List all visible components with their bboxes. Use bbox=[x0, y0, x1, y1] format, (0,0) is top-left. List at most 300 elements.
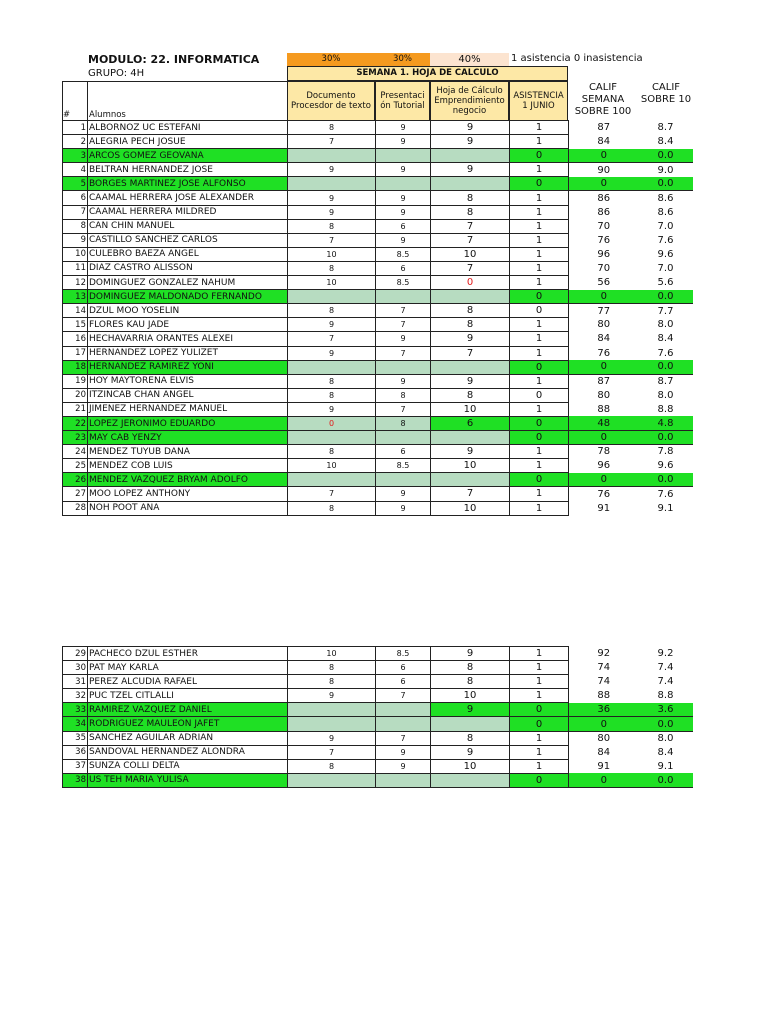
student-name: MENDEZ COB LUIS bbox=[88, 459, 288, 473]
pres-grade bbox=[376, 290, 431, 304]
hoja-grade: 10 bbox=[431, 689, 510, 703]
calif-100: 76 bbox=[597, 234, 611, 246]
student-name: US TEH MARIA YULISA bbox=[88, 773, 288, 787]
attendance-value: 1 bbox=[510, 459, 569, 473]
table-row bbox=[63, 416, 693, 430]
pres-grade: 8 bbox=[376, 416, 431, 430]
pres-grade: 8.5 bbox=[376, 647, 431, 661]
calif-100: 77 bbox=[597, 305, 611, 317]
pres-grade: 8.5 bbox=[376, 247, 431, 261]
calif-10: 8.6 bbox=[657, 206, 674, 218]
calif-100: 74 bbox=[597, 676, 611, 688]
calif-10: 0.0 bbox=[639, 431, 693, 445]
attendance-value: 1 bbox=[510, 233, 569, 247]
pres-grade: 9 bbox=[376, 205, 431, 219]
student-name: SUNZA COLLI DELTA bbox=[88, 759, 288, 773]
calif-100: 0 bbox=[569, 290, 639, 304]
calif-100: 86 bbox=[597, 206, 611, 218]
pres-grade: 9 bbox=[376, 135, 431, 149]
table-row bbox=[63, 731, 693, 745]
semana-header: SEMANA 1. HOJA DE CALCULO bbox=[287, 66, 568, 81]
attendance-value: 1 bbox=[510, 121, 569, 135]
student-name: HECHAVARRIA ORANTES ALEXEI bbox=[88, 332, 288, 346]
doc-grade: 7 bbox=[288, 233, 376, 247]
attendance-value: 0 bbox=[510, 360, 569, 374]
col-asis-label: ASISTENCIA 1 JUNIO bbox=[513, 91, 564, 111]
row-number: 22 bbox=[63, 416, 88, 430]
student-name: HERNANDEZ LOPEZ YULIZET bbox=[88, 346, 288, 360]
col-hoja-label: Hoja de Cálculo Emprendimiento negocio bbox=[434, 86, 505, 116]
student-name: CASTILLO SANCHEZ CARLOS bbox=[88, 233, 288, 247]
student-name: BORGES MARTINEZ JOSE ALFONSO bbox=[88, 177, 288, 191]
hoja-grade: 0 bbox=[431, 276, 510, 290]
student-name: BELTRAN HERNANDEZ JOSE bbox=[88, 163, 288, 177]
col-alumnos-header bbox=[87, 81, 287, 121]
calif-100: 48 bbox=[569, 416, 639, 430]
row-number: 24 bbox=[63, 445, 88, 459]
doc-grade bbox=[288, 177, 376, 191]
doc-grade: 7 bbox=[288, 745, 376, 759]
calif-100: 76 bbox=[597, 347, 611, 359]
calif-100: 0 bbox=[569, 360, 639, 374]
calif-10: 8.0 bbox=[657, 389, 674, 401]
row-number: 13 bbox=[63, 290, 88, 304]
col-sobre-header: CALIF SOBRE 10 bbox=[640, 82, 692, 105]
calif-100: 92 bbox=[597, 648, 611, 660]
attendance-value: 1 bbox=[510, 247, 569, 261]
hoja-grade: 8 bbox=[431, 205, 510, 219]
student-name: RAMIREZ VAZQUEZ DANIEL bbox=[88, 703, 288, 717]
calif-10: 7.0 bbox=[657, 220, 674, 232]
calif-100: 78 bbox=[597, 446, 611, 458]
attendance-value: 1 bbox=[510, 445, 569, 459]
pres-grade: 7 bbox=[376, 402, 431, 416]
attendance-value: 1 bbox=[510, 647, 569, 661]
pres-grade bbox=[376, 717, 431, 731]
col-asis-header bbox=[509, 81, 568, 121]
table-row bbox=[63, 689, 693, 703]
col-pres-header bbox=[375, 81, 430, 121]
pres-grade: 6 bbox=[376, 445, 431, 459]
hoja-grade: 10 bbox=[431, 501, 510, 515]
calif-10: 8.4 bbox=[657, 136, 674, 148]
pres-grade: 7 bbox=[376, 318, 431, 332]
calif-100: 70 bbox=[597, 262, 611, 274]
calif-10: 0.0 bbox=[639, 149, 693, 163]
student-name: MOO LOPEZ ANTHONY bbox=[88, 487, 288, 501]
hoja-grade: 9 bbox=[431, 703, 510, 717]
calif-100: 56 bbox=[597, 277, 611, 289]
pres-grade bbox=[376, 773, 431, 787]
row-number: 10 bbox=[63, 247, 88, 261]
attendance-value: 0 bbox=[510, 388, 569, 402]
hoja-grade: 8 bbox=[431, 388, 510, 402]
attendance-value: 1 bbox=[510, 163, 569, 177]
table-row bbox=[63, 360, 693, 374]
doc-grade: 9 bbox=[288, 731, 376, 745]
module-title: MODULO: 22. INFORMATICA bbox=[88, 53, 260, 66]
calif-10: 9.6 bbox=[657, 460, 674, 472]
table-row bbox=[63, 459, 693, 473]
hoja-grade bbox=[431, 473, 510, 487]
hoja-grade bbox=[431, 149, 510, 163]
hoja-grade: 8 bbox=[431, 318, 510, 332]
row-number: 23 bbox=[63, 431, 88, 445]
attendance-value: 1 bbox=[510, 276, 569, 290]
calif-100: 88 bbox=[597, 690, 611, 702]
doc-grade: 10 bbox=[288, 276, 376, 290]
weight-doc: 30% bbox=[287, 53, 375, 66]
row-number: 5 bbox=[63, 177, 88, 191]
row-number: 35 bbox=[63, 731, 88, 745]
attendance-value: 1 bbox=[510, 332, 569, 346]
doc-grade: 9 bbox=[288, 402, 376, 416]
hoja-grade: 6 bbox=[431, 416, 510, 430]
student-name: SANDOVAL HERNANDEZ ALONDRA bbox=[88, 745, 288, 759]
pres-grade: 6 bbox=[376, 219, 431, 233]
table-row bbox=[63, 703, 693, 717]
calif-10: 8.0 bbox=[657, 732, 674, 744]
row-number: 18 bbox=[63, 360, 88, 374]
table-row bbox=[63, 261, 693, 275]
row-number: 16 bbox=[63, 332, 88, 346]
table-row bbox=[63, 247, 693, 261]
doc-grade: 7 bbox=[288, 135, 376, 149]
calif-10: 3.6 bbox=[639, 703, 693, 717]
doc-grade: 10 bbox=[288, 247, 376, 261]
doc-grade: 8 bbox=[288, 661, 376, 675]
calif-100: 91 bbox=[597, 502, 611, 514]
attendance-value: 1 bbox=[510, 261, 569, 275]
hoja-grade: 10 bbox=[431, 402, 510, 416]
table-row bbox=[63, 177, 693, 191]
calif-100: 0 bbox=[569, 149, 639, 163]
attendance-value: 0 bbox=[510, 431, 569, 445]
row-number: 8 bbox=[63, 219, 88, 233]
student-name: MENDEZ VAZQUEZ BRYAM ADOLFO bbox=[88, 473, 288, 487]
col-num-header bbox=[62, 81, 87, 121]
student-name: FLORES KAU JADE bbox=[88, 318, 288, 332]
hoja-grade: 9 bbox=[431, 374, 510, 388]
student-name: RODRIGUEZ MAULEON JAFET bbox=[88, 717, 288, 731]
attendance-value: 1 bbox=[510, 675, 569, 689]
pres-grade: 7 bbox=[376, 346, 431, 360]
hoja-grade bbox=[431, 773, 510, 787]
hoja-grade bbox=[431, 290, 510, 304]
calif-10: 0.0 bbox=[639, 773, 693, 787]
calif-100: 86 bbox=[597, 192, 611, 204]
table-row bbox=[63, 318, 693, 332]
student-name: DOMINGUEZ MALDONADO FERNANDO bbox=[88, 290, 288, 304]
pres-grade: 9 bbox=[376, 163, 431, 177]
calif-10: 0.0 bbox=[639, 290, 693, 304]
attendance-value: 1 bbox=[510, 402, 569, 416]
calif-100: 87 bbox=[597, 122, 611, 134]
col-doc-label: Documento Procesdor de texto bbox=[291, 91, 371, 111]
row-number: 32 bbox=[63, 689, 88, 703]
hoja-grade: 8 bbox=[431, 661, 510, 675]
student-name: LOPEZ JERONIMO EDUARDO bbox=[88, 416, 288, 430]
calif-10: 8.8 bbox=[657, 403, 674, 415]
pres-grade: 7 bbox=[376, 304, 431, 318]
calif-10: 8.7 bbox=[657, 122, 674, 134]
calif-10: 9.2 bbox=[657, 648, 674, 660]
calif-10: 8.6 bbox=[657, 192, 674, 204]
doc-grade bbox=[288, 431, 376, 445]
doc-grade: 9 bbox=[288, 191, 376, 205]
hoja-grade bbox=[431, 717, 510, 731]
pres-grade: 9 bbox=[376, 501, 431, 515]
pres-grade: 9 bbox=[376, 191, 431, 205]
attendance-value: 1 bbox=[510, 191, 569, 205]
doc-grade: 8 bbox=[288, 261, 376, 275]
doc-grade: 8 bbox=[288, 219, 376, 233]
table-row bbox=[63, 121, 693, 135]
table-row bbox=[63, 402, 693, 416]
doc-grade: 7 bbox=[288, 487, 376, 501]
col-num-label: # bbox=[63, 110, 71, 120]
doc-grade: 8 bbox=[288, 675, 376, 689]
col-alumnos-label: Alumnos bbox=[89, 110, 126, 120]
calif-100: 76 bbox=[597, 488, 611, 500]
calif-100: 0 bbox=[569, 773, 639, 787]
table-row bbox=[63, 135, 693, 149]
doc-grade: 0 bbox=[288, 416, 376, 430]
hoja-grade: 7 bbox=[431, 487, 510, 501]
calif-100: 84 bbox=[597, 333, 611, 345]
attendance-value: 1 bbox=[510, 205, 569, 219]
calif-10: 7.4 bbox=[657, 662, 674, 674]
doc-grade: 8 bbox=[288, 501, 376, 515]
row-number: 38 bbox=[63, 773, 88, 787]
student-name: DOMINGUEZ GONZALEZ NAHUM bbox=[88, 276, 288, 290]
weight-hoja: 40% bbox=[430, 53, 509, 66]
doc-grade: 8 bbox=[288, 304, 376, 318]
table-row bbox=[63, 487, 693, 501]
calif-10: 0.0 bbox=[639, 177, 693, 191]
calif-10: 8.8 bbox=[657, 690, 674, 702]
row-number: 29 bbox=[63, 647, 88, 661]
col-doc-header bbox=[287, 81, 375, 121]
row-number: 15 bbox=[63, 318, 88, 332]
attendance-value: 1 bbox=[510, 346, 569, 360]
attendance-value: 1 bbox=[510, 759, 569, 773]
row-number: 21 bbox=[63, 402, 88, 416]
doc-grade: 10 bbox=[288, 647, 376, 661]
attendance-value: 1 bbox=[510, 731, 569, 745]
pres-grade: 9 bbox=[376, 233, 431, 247]
pres-grade: 8 bbox=[376, 388, 431, 402]
attendance-value: 0 bbox=[510, 416, 569, 430]
student-name: CAAMAL HERRERA MILDRED bbox=[88, 205, 288, 219]
doc-grade: 10 bbox=[288, 459, 376, 473]
calif-100: 84 bbox=[597, 746, 611, 758]
attendance-value: 0 bbox=[510, 149, 569, 163]
row-number: 14 bbox=[63, 304, 88, 318]
student-name: DIAZ CASTRO ALISSON bbox=[88, 261, 288, 275]
pres-grade: 9 bbox=[376, 759, 431, 773]
row-number: 33 bbox=[63, 703, 88, 717]
table-row bbox=[63, 675, 693, 689]
table-row bbox=[63, 388, 693, 402]
attendance-value: 0 bbox=[510, 473, 569, 487]
table-row bbox=[63, 759, 693, 773]
hoja-grade: 9 bbox=[431, 163, 510, 177]
row-number: 34 bbox=[63, 717, 88, 731]
row-number: 28 bbox=[63, 501, 88, 515]
calif-10: 5.6 bbox=[657, 277, 674, 289]
student-name: MENDEZ TUYUB DANA bbox=[88, 445, 288, 459]
row-number: 1 bbox=[63, 121, 88, 135]
table-row bbox=[63, 163, 693, 177]
attendance-value: 0 bbox=[510, 717, 569, 731]
attendance-value: 0 bbox=[510, 703, 569, 717]
attendance-value: 1 bbox=[510, 661, 569, 675]
calif-10: 7.4 bbox=[657, 676, 674, 688]
attendance-value: 1 bbox=[510, 318, 569, 332]
calif-10: 0.0 bbox=[639, 473, 693, 487]
row-number: 19 bbox=[63, 374, 88, 388]
hoja-grade: 8 bbox=[431, 191, 510, 205]
table-row bbox=[63, 745, 693, 759]
doc-grade: 9 bbox=[288, 318, 376, 332]
row-number: 17 bbox=[63, 346, 88, 360]
calif-10: 7.6 bbox=[657, 347, 674, 359]
pres-grade: 9 bbox=[376, 745, 431, 759]
calif-100: 36 bbox=[569, 703, 639, 717]
calif-100: 96 bbox=[597, 460, 611, 472]
hoja-grade: 9 bbox=[431, 121, 510, 135]
hoja-grade: 10 bbox=[431, 759, 510, 773]
table-row bbox=[63, 501, 693, 515]
attendance-value: 0 bbox=[510, 290, 569, 304]
weight-pres: 30% bbox=[375, 53, 430, 66]
student-name: PAT MAY KARLA bbox=[88, 661, 288, 675]
student-name: HOY MAYTORENA ELVIS bbox=[88, 374, 288, 388]
row-number: 37 bbox=[63, 759, 88, 773]
table-row bbox=[63, 473, 693, 487]
hoja-grade: 7 bbox=[431, 261, 510, 275]
hoja-grade: 7 bbox=[431, 346, 510, 360]
student-name: DZUL MOO YOSELIN bbox=[88, 304, 288, 318]
calif-10: 9.1 bbox=[657, 502, 674, 514]
hoja-grade: 9 bbox=[431, 135, 510, 149]
hoja-grade: 9 bbox=[431, 445, 510, 459]
doc-grade bbox=[288, 360, 376, 374]
row-number: 30 bbox=[63, 661, 88, 675]
table-row bbox=[63, 149, 693, 163]
row-number: 20 bbox=[63, 388, 88, 402]
student-name: ARCOS GOMEZ GEOVANA bbox=[88, 149, 288, 163]
calif-100: 0 bbox=[569, 431, 639, 445]
pres-grade bbox=[376, 149, 431, 163]
doc-grade: 7 bbox=[288, 332, 376, 346]
grades-table-2 bbox=[62, 646, 693, 788]
calif-10: 7.6 bbox=[657, 234, 674, 246]
doc-grade bbox=[288, 703, 376, 717]
row-number: 6 bbox=[63, 191, 88, 205]
pres-grade: 8.5 bbox=[376, 459, 431, 473]
attendance-value: 0 bbox=[510, 773, 569, 787]
student-name: NOH POOT ANA bbox=[88, 501, 288, 515]
hoja-grade: 8 bbox=[431, 731, 510, 745]
doc-grade: 9 bbox=[288, 205, 376, 219]
calif-10: 7.7 bbox=[657, 305, 674, 317]
pres-grade: 9 bbox=[376, 332, 431, 346]
calif-10: 4.8 bbox=[639, 416, 693, 430]
doc-grade: 9 bbox=[288, 689, 376, 703]
col-calif-header: CALIF SEMANA SOBRE 100 bbox=[574, 82, 632, 117]
calif-10: 8.4 bbox=[657, 333, 674, 345]
calif-10: 9.0 bbox=[657, 164, 674, 176]
row-number: 27 bbox=[63, 487, 88, 501]
hoja-grade: 10 bbox=[431, 459, 510, 473]
pres-grade: 6 bbox=[376, 261, 431, 275]
row-number: 9 bbox=[63, 233, 88, 247]
table-row bbox=[63, 304, 693, 318]
group-label: GRUPO: 4H bbox=[88, 68, 145, 79]
table-row bbox=[63, 205, 693, 219]
calif-100: 91 bbox=[597, 760, 611, 772]
calif-100: 87 bbox=[597, 375, 611, 387]
pres-grade bbox=[376, 177, 431, 191]
pres-grade: 9 bbox=[376, 374, 431, 388]
doc-grade bbox=[288, 473, 376, 487]
attendance-value: 1 bbox=[510, 745, 569, 759]
hoja-grade: 10 bbox=[431, 247, 510, 261]
table-row bbox=[63, 233, 693, 247]
row-number: 4 bbox=[63, 163, 88, 177]
table-row bbox=[63, 431, 693, 445]
calif-100: 80 bbox=[597, 389, 611, 401]
calif-100: 80 bbox=[597, 732, 611, 744]
hoja-grade: 9 bbox=[431, 332, 510, 346]
calif-100: 88 bbox=[597, 403, 611, 415]
table-row bbox=[63, 219, 693, 233]
doc-grade: 8 bbox=[288, 121, 376, 135]
calif-10: 9.1 bbox=[657, 760, 674, 772]
row-number: 11 bbox=[63, 261, 88, 275]
row-number: 36 bbox=[63, 745, 88, 759]
calif-100: 70 bbox=[597, 220, 611, 232]
row-number: 26 bbox=[63, 473, 88, 487]
pres-grade bbox=[376, 431, 431, 445]
attendance-value: 1 bbox=[510, 501, 569, 515]
doc-grade: 9 bbox=[288, 346, 376, 360]
calif-10: 9.6 bbox=[657, 248, 674, 260]
table-row bbox=[63, 346, 693, 360]
pres-grade: 8.5 bbox=[376, 276, 431, 290]
col-pres-label: Presentaci ón Tutorial bbox=[380, 91, 425, 111]
calif-100: 0 bbox=[569, 717, 639, 731]
table-row bbox=[63, 773, 693, 787]
student-name: CAAMAL HERRERA JOSE ALEXANDER bbox=[88, 191, 288, 205]
doc-grade: 8 bbox=[288, 445, 376, 459]
doc-grade bbox=[288, 290, 376, 304]
pres-grade: 6 bbox=[376, 661, 431, 675]
row-number: 31 bbox=[63, 675, 88, 689]
attendance-value: 1 bbox=[510, 135, 569, 149]
student-name: ALEGRIA PECH JOSUE bbox=[88, 135, 288, 149]
doc-grade: 8 bbox=[288, 388, 376, 402]
row-number: 3 bbox=[63, 149, 88, 163]
student-name: MAY CAB YENZY bbox=[88, 431, 288, 445]
calif-10: 7.8 bbox=[657, 446, 674, 458]
calif-100: 0 bbox=[569, 473, 639, 487]
table-row bbox=[63, 191, 693, 205]
attendance-value: 1 bbox=[510, 374, 569, 388]
calif-10: 7.6 bbox=[657, 488, 674, 500]
